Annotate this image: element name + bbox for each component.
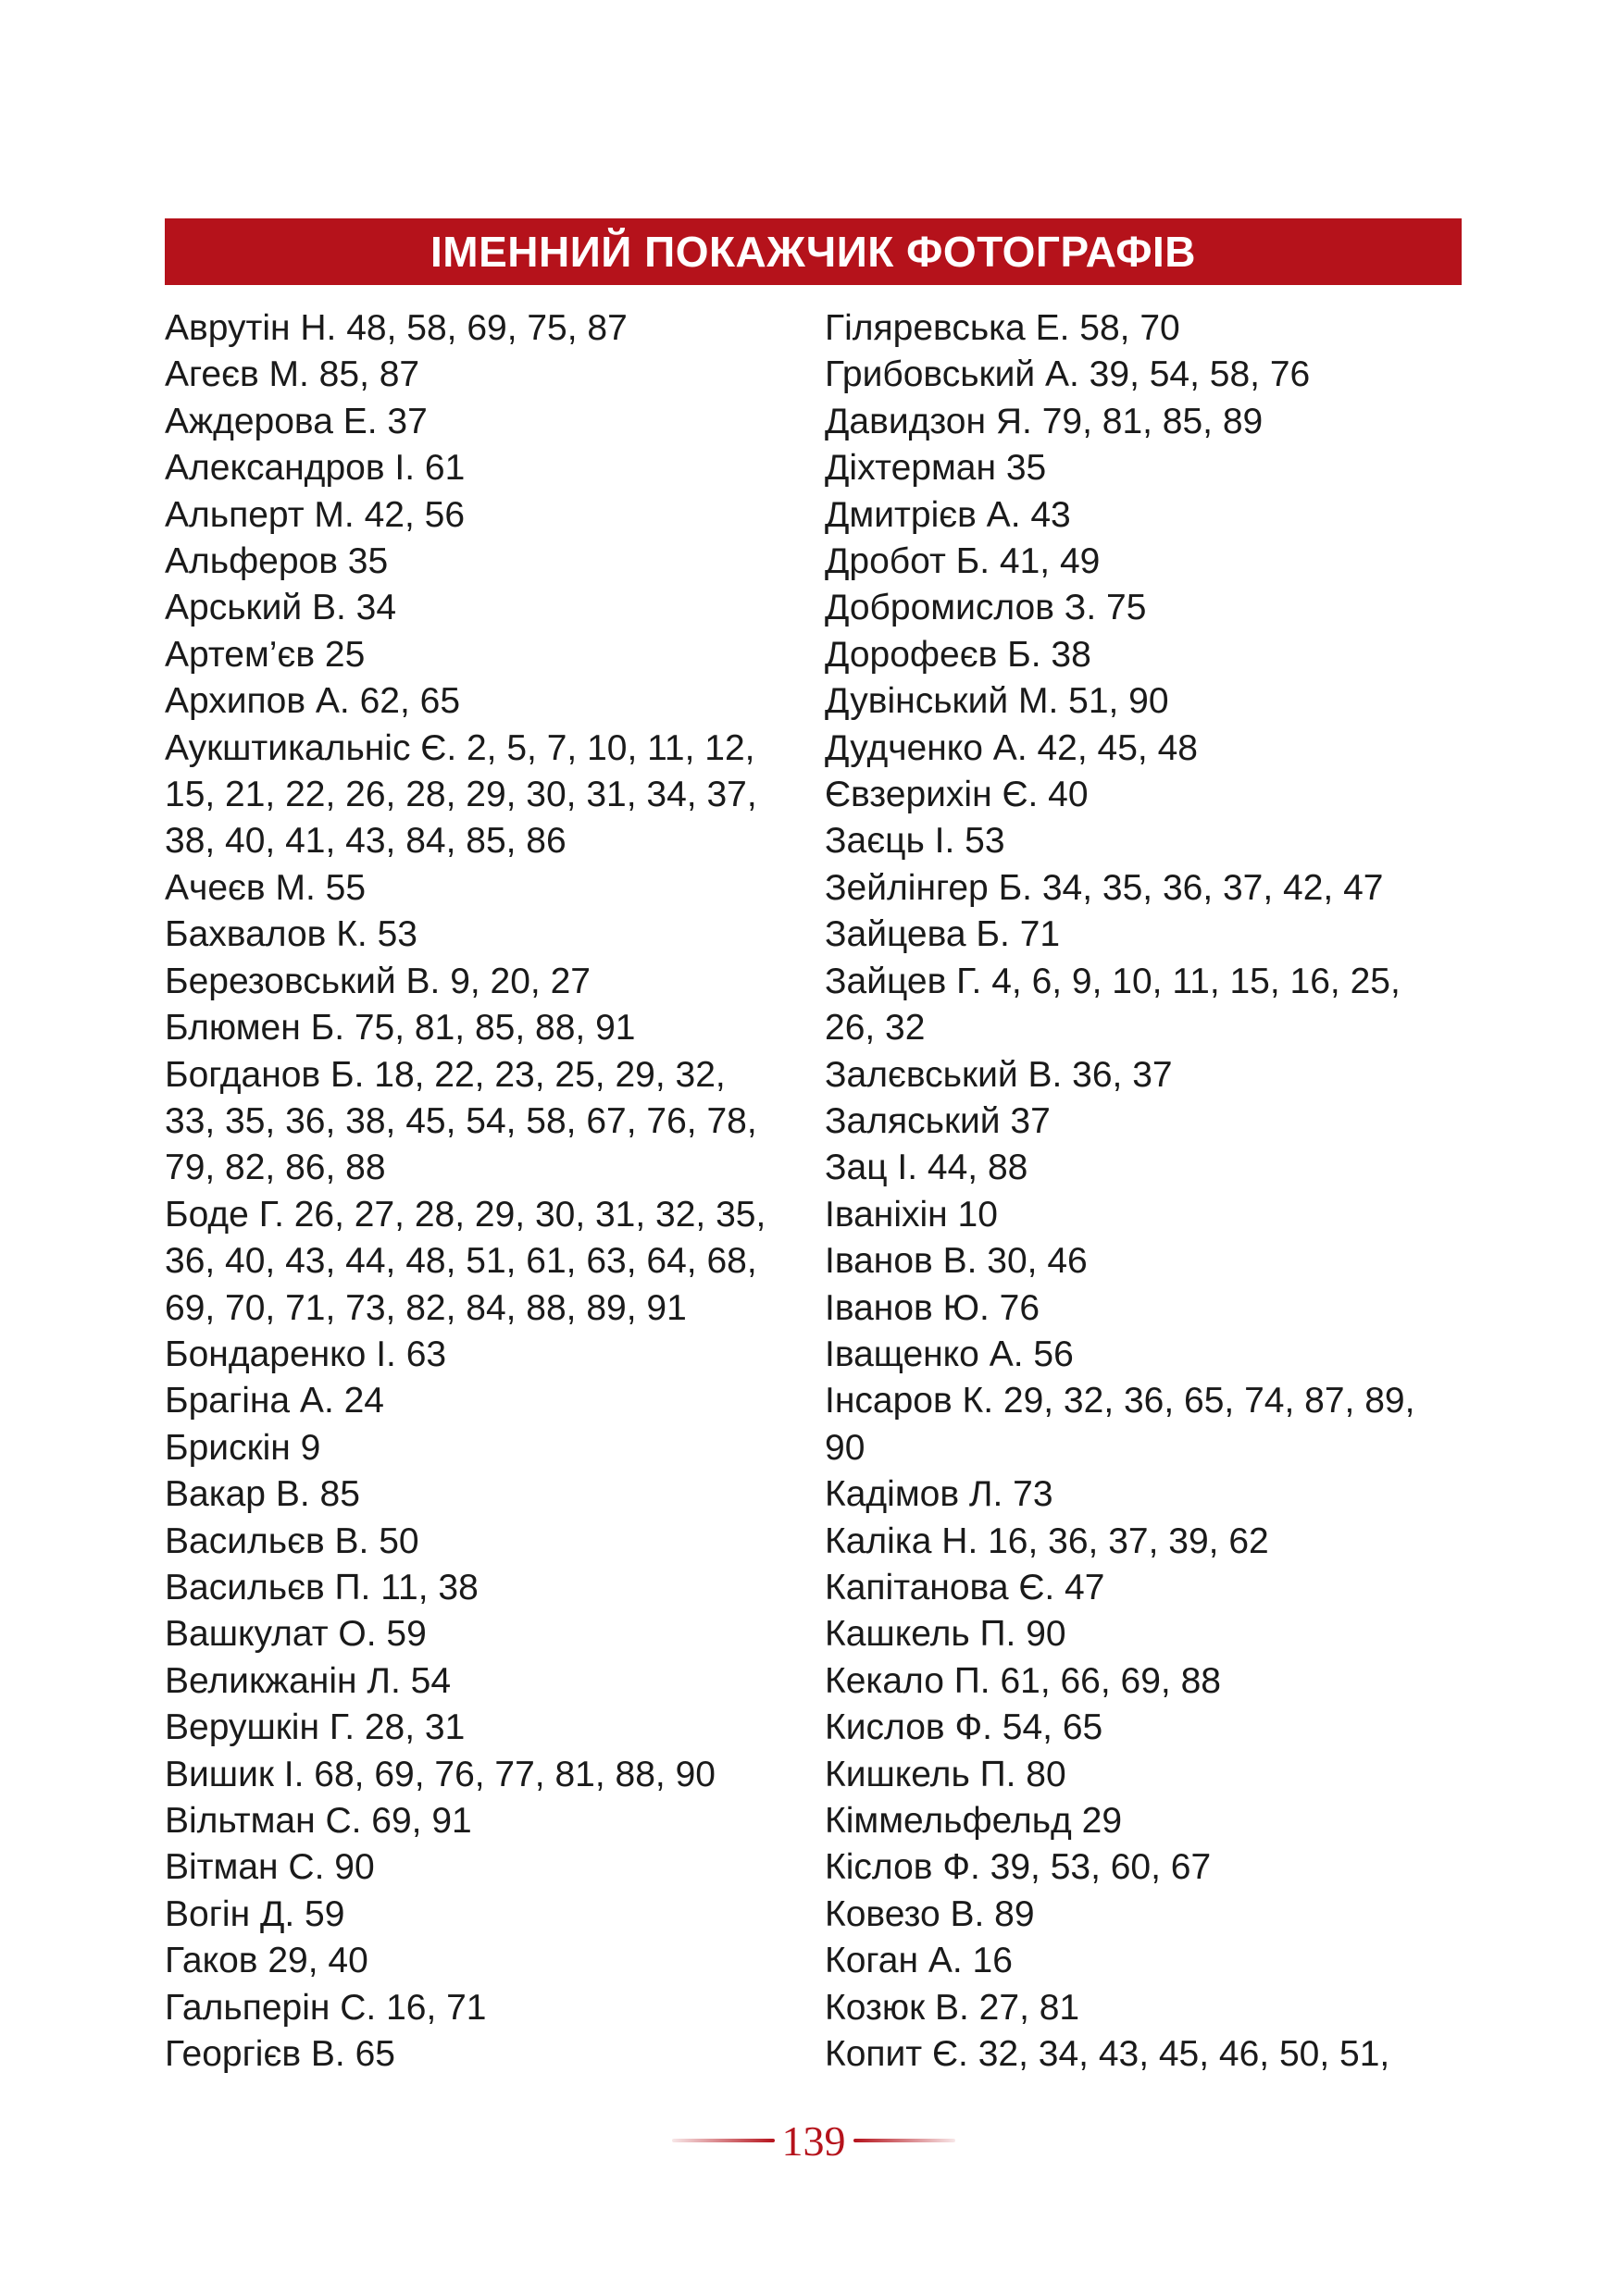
index-entry: Березовський В. 9, 20, 27 [165,961,591,1001]
index-entry: Георгієв В. 65 [165,2034,395,2075]
index-entry: 38, 40, 41, 43, 84, 85, 86 [165,821,567,862]
index-entry: Великжанін Л. 54 [165,1660,452,1701]
index-entry: Александров І. 61 [165,448,466,489]
index-entry: Копит Є. 32, 34, 43, 45, 46, 50, 51, [825,2034,1390,2075]
index-entry: Зайцев Г. 4, 6, 9, 10, 11, 15, 16, 25, [825,961,1401,1001]
page-number: 139 [781,2116,846,2165]
header-band [165,218,1462,285]
index-entry: Агеєв М. 85, 87 [165,354,420,395]
index-entry: Зейлінгер Б. 34, 35, 36, 37, 42, 47 [825,867,1384,908]
index-entry: Козюк В. 27, 81 [825,1987,1080,2028]
index-entry: Зац І. 44, 88 [825,1148,1028,1188]
index-entry: Інсаров К. 29, 32, 36, 65, 74, 87, 89, [825,1381,1415,1421]
index-entry: Дувінський М. 51, 90 [825,681,1169,722]
index-entry: 69, 70, 71, 73, 82, 84, 88, 89, 91 [165,1287,687,1328]
index-entry: Залєвський В. 36, 37 [825,1054,1173,1095]
index-entry: Арський В. 34 [165,588,397,628]
index-entry: Гаков 29, 40 [165,1941,368,1981]
index-entry: Кекало П. 61, 66, 69, 88 [825,1660,1221,1701]
index-entry: Альперт М. 42, 56 [165,494,466,535]
index-entry: Зайцева Б. 71 [825,914,1061,955]
index-entry: Верушкін Г. 28, 31 [165,1707,466,1748]
index-entry: Вітман С. 90 [165,1847,375,1888]
index-entry: Капітанова Є. 47 [825,1567,1105,1607]
index-entry: Вишик І. 68, 69, 76, 77, 81, 88, 90 [165,1754,716,1794]
index-entry: Васильєв В. 50 [165,1520,419,1561]
index-entry: Кислов Ф. 54, 65 [825,1707,1103,1748]
index-entry: Каліка Н. 16, 36, 37, 39, 62 [825,1520,1269,1561]
page-title: ІМЕННИЙ ПОКАЖЧИК ФОТОГРАФІВ [430,228,1196,276]
index-entry: Аукштикальніс Є. 2, 5, 7, 10, 11, 12, [165,727,755,768]
index-entry: 79, 82, 86, 88 [165,1148,386,1188]
index-entry: Брагіна А. 24 [165,1381,384,1421]
index-entry: Вільтман С. 69, 91 [165,1801,472,1841]
index-entry: Заєць І. 53 [825,821,1005,862]
index-entry: Боде Г. 26, 27, 28, 29, 30, 31, 32, 35, [165,1194,766,1235]
index-entry: 26, 32 [825,1008,926,1049]
index-entry: Кадімов Л. 73 [825,1474,1053,1515]
index-entry: Заляський 37 [825,1100,1051,1141]
index-entry: Давидзон Я. 79, 81, 85, 89 [825,401,1264,441]
index-entry: Альферов 35 [165,541,389,582]
index-entry: Бахвалов К. 53 [165,914,417,955]
index-entry: Богданов Б. 18, 22, 23, 25, 29, 32, [165,1054,726,1095]
index-entry: Євзерихін Є. 40 [825,775,1089,815]
index-entry: Іваніхін 10 [825,1194,998,1235]
index-entry: Брискін 9 [165,1427,321,1468]
index-entry: Архипов А. 62, 65 [165,681,461,722]
index-entry: Дробот Б. 41, 49 [825,541,1101,582]
index-entry: 90 [825,1427,866,1468]
index-column-right [825,305,1473,2078]
index-entry: Вашкулат О. 59 [165,1614,427,1655]
index-entry: Діхтерман 35 [825,448,1047,489]
index-entry: Ачеєв М. 55 [165,867,367,908]
index-entry: Грибовський А. 39, 54, 58, 76 [825,354,1311,395]
footer-rule-right [853,2139,956,2142]
index-entry: Коган А. 16 [825,1941,1013,1981]
index-entry: Кашкель П. 90 [825,1614,1066,1655]
index-entry: Блюмен Б. 75, 81, 85, 88, 91 [165,1008,636,1049]
index-entry: 15, 21, 22, 26, 28, 29, 30, 31, 34, 37, [165,775,757,815]
index-entry: Дудченко А. 42, 45, 48 [825,727,1198,768]
index-entry: Артем’єв 25 [165,634,366,675]
index-entry: Іванов В. 30, 46 [825,1241,1088,1282]
index-entry: Кишкель П. 80 [825,1754,1066,1794]
index-entry: Іващенко А. 56 [825,1334,1074,1374]
index-entry: Кіслов Ф. 39, 53, 60, 67 [825,1847,1212,1888]
index-column-left [165,305,813,2078]
index-entry: Гіляревська Е. 58, 70 [825,308,1180,348]
index-entry: Дорофеєв Б. 38 [825,634,1091,675]
index-entry: 36, 40, 43, 44, 48, 51, 61, 63, 64, 68, [165,1241,757,1282]
index-entry: Васильєв П. 11, 38 [165,1567,479,1607]
index-entry: Вакар В. 85 [165,1474,360,1515]
index-entry: Дмитрієв А. 43 [825,494,1071,535]
index-entry: Ковезо В. 89 [825,1893,1035,1934]
index-entry: Аждерова Е. 37 [165,401,428,441]
index-entry: Бондаренко І. 63 [165,1334,447,1374]
index-entry: Аврутін Н. 48, 58, 69, 75, 87 [165,308,628,348]
page-footer [672,2113,955,2168]
footer-rule-left [672,2139,775,2142]
index-entry: Іванов Ю. 76 [825,1287,1040,1328]
index-entry: 33, 35, 36, 38, 45, 54, 58, 67, 76, 78, [165,1100,757,1141]
index-entry: Кіммельфельд 29 [825,1801,1123,1841]
index-entry: Гальперін С. 16, 71 [165,1987,487,2028]
index-entry: Вогін Д. 59 [165,1893,345,1934]
index-entry: Добромислов З. 75 [825,588,1147,628]
